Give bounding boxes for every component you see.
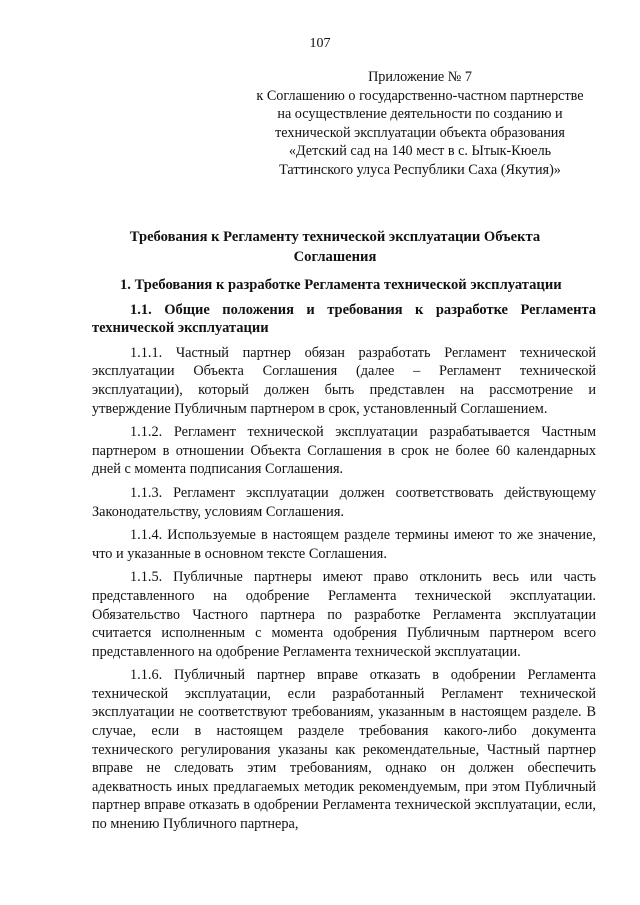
appendix-line: Приложение № 7 xyxy=(368,69,472,85)
document-body xyxy=(92,276,596,839)
paragraph-1-1-4: 1.1.4. Используемые в настоящем разделе термины имеют то же значение, что и указанные в основном тексте Соглашения. xyxy=(92,527,596,562)
paragraph-1-1-1: 1.1.1. Частный партнер обязан разработать Регламент технической эксплуатации Объекта Соглашения (далее – Регламент технической эксплуатации), который должен быть представлен на рассмотрение и утверждение Публичным партнером в срок, установленный Соглашением. xyxy=(92,344,596,417)
document-title-line: Требования к Регламенту технической эксплуатации Объекта xyxy=(129,229,541,245)
subsection-heading: 1.1. Общие положения и требования к разработке Регламента технической эксплуатации xyxy=(92,301,596,337)
paragraph-1-1-2: 1.1.2. Регламент технической эксплуатации разрабатывается Частным партнером в отношении Объекта Соглашения в срок не более 60 календарных дней с момента подписания Соглашения. xyxy=(92,424,596,478)
page-number: 107 xyxy=(309,36,331,51)
paragraph-1-1-6: 1.1.6. Публичный партнер вправе отказать в одобрении Регламента технической эксплуатации, если разработанный Регламент технической эксплуатации не соответствуют требованиям, указанным в настоящем разделе. В случае, если в настоящем разделе требования какого-либо документа технического регулирования указаны как рекомендательные, Частный партнер вправе не следовать этим требованиям, однако он должен обеспечить адекватность иных предлагаемых методик рекомендуемым, при этом Публичный партнер вправе отказать в одобрении Регламента технической эксплуатации, если, по мнению Публичного партнера, xyxy=(92,667,596,833)
document-title-line: Соглашения xyxy=(293,248,377,265)
appendix-line: «Детский сад на 140 мест в с. Ытык-Кюель xyxy=(288,143,552,160)
appendix-line: на осуществление деятельности по созданию и xyxy=(277,106,563,123)
appendix-line: Таттинского улуса Республики Саха (Якутия)» xyxy=(279,161,561,178)
appendix-line: к Соглашению о государственно-частном партнерстве xyxy=(256,87,584,104)
paragraph-1-1-5: 1.1.5. Публичные партнеры имеют право отклонить весь или часть представленного на одобрение Регламента технической эксплуатации. Обязательство Частного партнера по разработке Регламента эксплуатации считается исполненным с момента одобрения Публичным партнером всего представленного на одобрение Регламента технической эксплуатации. xyxy=(92,569,596,660)
section-heading: 1. Требования к разработке Регламента технической эксплуатации xyxy=(120,277,562,293)
appendix-line: технической эксплуатации объекта образования xyxy=(275,124,565,141)
document-title xyxy=(100,228,570,267)
paragraph-1-1-3: 1.1.3. Регламент эксплуатации должен соответствовать действующему Законодательству, условиям Соглашения. xyxy=(92,484,596,520)
appendix-header xyxy=(232,68,608,180)
